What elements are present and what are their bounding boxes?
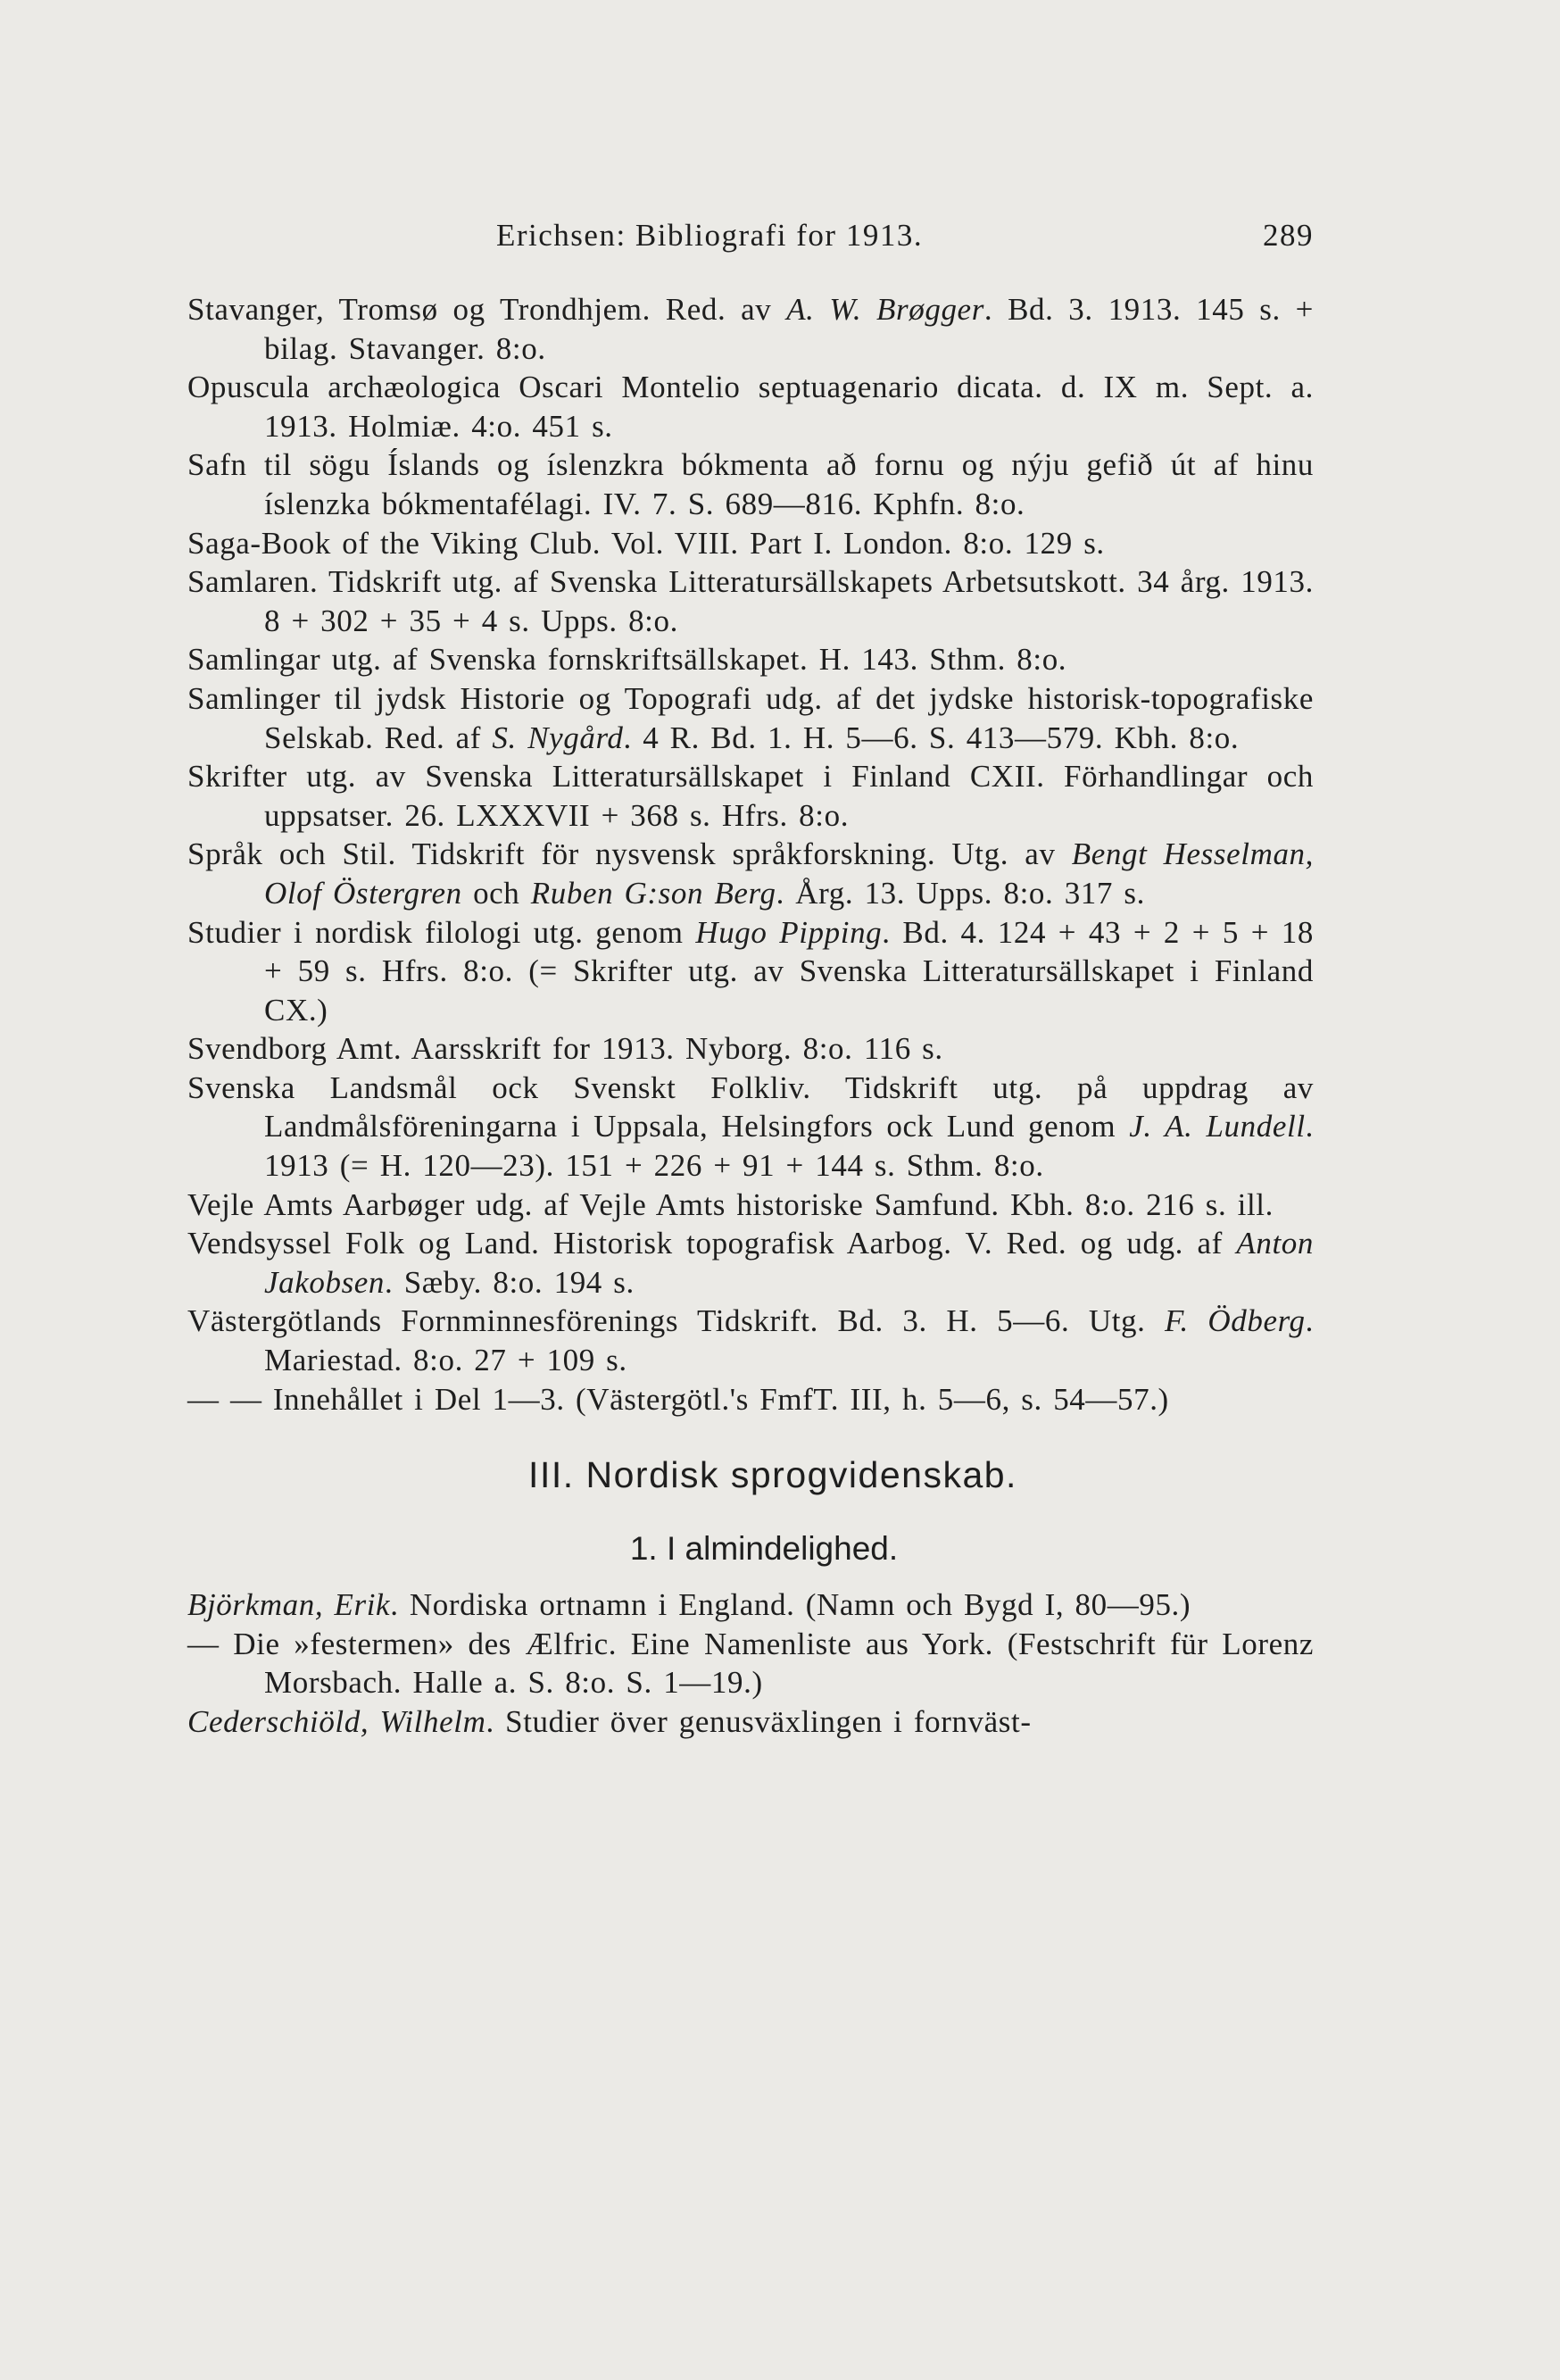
entry-text: Västergötlands Fornminnesförenings Tidskrift. Bd. 3. H. 5—6. Utg. bbox=[187, 1303, 1166, 1339]
entry-italic-text: S. Nygård bbox=[492, 720, 624, 755]
bibliography-entry bbox=[187, 1029, 1314, 1069]
bibliography-entry bbox=[187, 1224, 1314, 1302]
entry-italic-text: Björkman, Erik bbox=[187, 1587, 391, 1623]
page-body bbox=[187, 290, 1314, 1742]
bibliography-entry bbox=[187, 1585, 1314, 1625]
entry-text: Safn til sögu Íslands og íslenzkra bókmenta að fornu og nýju gefið út af hinu íslenzka bókmentafélagi. IV. 7. S. 689—816. Kphfn. 8:o. bbox=[187, 447, 1314, 521]
bibliography-entry bbox=[187, 1702, 1314, 1742]
entry-text: Saga-Book of the Viking Club. Vol. VIII. Part I. London. 8:o. 129 s. bbox=[187, 525, 1105, 561]
entry-text: . 4 R. Bd. 1. H. 5—6. S. 413—579. Kbh. 8:o. bbox=[623, 720, 1240, 755]
entry-text: Svenska Landsmål ock Svenskt Folkliv. Tidskrift utg. på uppdrag av Landmålsföreningarna i Uppsala, Helsingfors ock Lund genom bbox=[187, 1069, 1314, 1144]
section-heading: III. Nordisk sprogvidenskab. bbox=[528, 1454, 1017, 1496]
bibliography-entry bbox=[187, 640, 1314, 679]
bibliography-entry bbox=[187, 757, 1314, 835]
entry-italic-text: Cederschiöld, Wilhelm bbox=[187, 1704, 486, 1739]
bibliography-entry bbox=[187, 562, 1314, 640]
entry-text: Vendsyssel Folk og Land. Historisk topografisk Aarbog. V. Red. og udg. af bbox=[187, 1226, 1237, 1261]
running-header bbox=[187, 218, 1314, 261]
entry-text: . Sæby. 8:o. 194 s. bbox=[385, 1264, 635, 1300]
bibliography-entry bbox=[187, 445, 1314, 523]
entry-text: . Årg. 13. Upps. 8:o. 317 s. bbox=[776, 875, 1145, 911]
bibliography-entry bbox=[187, 1380, 1314, 1419]
bibliography-entry bbox=[187, 1302, 1314, 1379]
entry-text: — Die »festermen» des Ælfric. Eine Namenliste aus York. (Festschrift für Lorenz Morsbach. Halle a. S. 8:o. S. 1—19.) bbox=[187, 1626, 1314, 1701]
entry-text: Samlingar utg. af Svenska fornskriftsällskapet. H. 143. Sthm. 8:o. bbox=[187, 642, 1067, 678]
page-number: 289 bbox=[1263, 218, 1314, 253]
entry-text: Studier i nordisk filologi utg. genom bbox=[187, 914, 696, 950]
bibliography-entry bbox=[187, 679, 1314, 757]
entry-text: . Mariestad. 8:o. 27 + 109 s. bbox=[264, 1303, 1314, 1378]
bibliography-entry bbox=[187, 524, 1314, 563]
bibliography-entry bbox=[187, 913, 1314, 1030]
entry-text: och bbox=[461, 875, 531, 911]
entry-text: Opuscula archæologica Oscari Montelio septuagenario dicata. d. IX m. Sept. a. 1913. Holmiæ. 4:o. 451 s. bbox=[187, 370, 1314, 444]
entry-text: Samlaren. Tidskrift utg. af Svenska Litteratursällskapets Arbetsutskott. 34 årg. 1913. 8 + 302 + 35 + 4 s. Upps. 8:o. bbox=[187, 564, 1314, 638]
entry-text: . 1913 (= H. 120—23). 151 + 226 + 91 + 144 s. Sthm. 8:o. bbox=[264, 1109, 1315, 1184]
entry-text: Språk och Stil. Tidskrift för nysvensk språkforskning. Utg. av bbox=[187, 836, 1072, 872]
entry-italic-text: J. A. Lundell bbox=[1129, 1109, 1306, 1144]
bibliography-entry bbox=[187, 1625, 1314, 1702]
entry-text: Svendborg Amt. Aarsskrift for 1913. Nyborg. 8:o. 116 s. bbox=[187, 1031, 943, 1067]
subsection-heading: 1. I almindelighed. bbox=[629, 1530, 899, 1568]
entry-text: . Nordiska ortnamn i England. (Namn och Bygd I, 80—95.) bbox=[390, 1587, 1191, 1623]
entry-italic-text: A. W. Brøgger bbox=[786, 292, 984, 327]
bibliography-entry bbox=[187, 835, 1314, 912]
entry-italic-text: F. Ödberg bbox=[1165, 1303, 1306, 1339]
entry-text: . Bd. 3. 1913. 145 s. + bilag. Stavanger. 8:o. bbox=[264, 292, 1314, 366]
bibliography-entry bbox=[187, 368, 1314, 445]
entry-italic-text: Ruben G:son Berg bbox=[530, 875, 776, 911]
running-title: Erichsen: Bibliografi for 1913. bbox=[496, 218, 924, 253]
bibliography-list bbox=[187, 290, 1314, 1419]
entry-italic-text: Bengt Hesselman, Olof Östergren bbox=[264, 836, 1314, 911]
entry-text: . Bd. 4. 124 + 43 + 2 + 5 + 18 + 59 s. Hfrs. 8:o. (= Skrifter utg. av Svenska Litteratursällskapet i Finland CX.) bbox=[264, 914, 1314, 1028]
entry-text: Samlinger til jydsk Historie og Topografi udg. af det jydske historisk-topografiske Selskab. Red. af bbox=[187, 680, 1314, 755]
bibliography-entry bbox=[187, 290, 1314, 368]
entry-text: — — Innehållet i Del 1—3. (Västergötl.'s FmfT. III, h. 5—6, s. 54—57.) bbox=[187, 1381, 1169, 1417]
bibliography-list-section-3 bbox=[187, 1585, 1314, 1741]
entry-text: . Studier över genusväxlingen i fornväst- bbox=[485, 1704, 1032, 1739]
entry-text: Stavanger, Tromsø og Trondhjem. Red. av bbox=[187, 292, 787, 327]
entry-italic-text: Hugo Pipping bbox=[695, 914, 883, 950]
bibliography-entry bbox=[187, 1069, 1314, 1186]
bibliography-entry bbox=[187, 1186, 1314, 1225]
entry-text: Vejle Amts Aarbøger udg. af Vejle Amts historiske Samfund. Kbh. 8:o. 216 s. ill. bbox=[187, 1186, 1274, 1222]
entry-text: Skrifter utg. av Svenska Litteratursällskapet i Finland CXII. Förhandlingar och uppsatser. 26. LXXXVII + 368 s. Hfrs. 8:o. bbox=[187, 759, 1314, 833]
entry-italic-text: Anton Jakobsen bbox=[264, 1226, 1314, 1300]
